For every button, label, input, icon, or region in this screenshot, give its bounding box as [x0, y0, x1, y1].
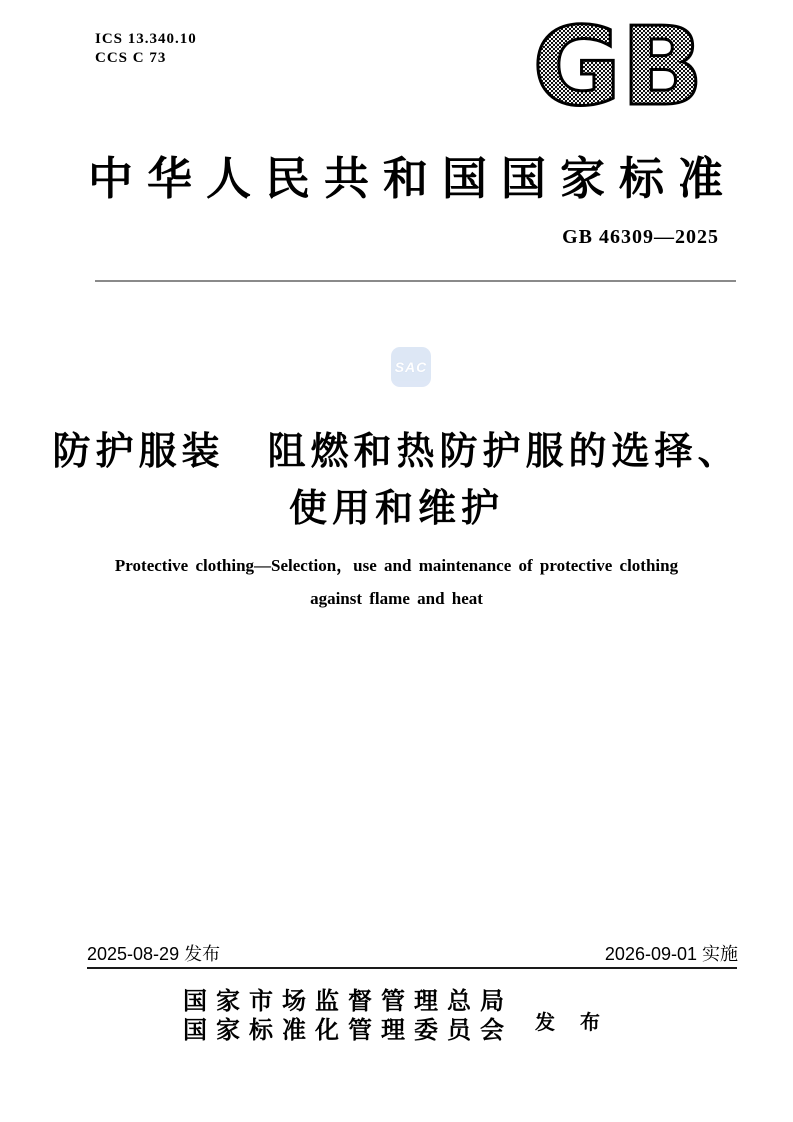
document-title-cn [0, 424, 793, 538]
document-title-en-line2: against flame and heat [310, 589, 483, 608]
issuer-line1: 国家市场监督管理总局 [183, 989, 513, 1015]
issuer-names [183, 988, 513, 1046]
publish-label: 发 布 [535, 1011, 610, 1034]
implementation-date: 2026-09-01 实施 [604, 944, 738, 964]
issue-date: 2025-08-29 发布 [87, 944, 221, 964]
gb-logo-text: GB [532, 14, 704, 118]
sac-watermark [391, 347, 431, 387]
document-title-en [0, 549, 793, 615]
ics-code: ICS 13.340.10 [95, 31, 197, 47]
document-title-en-line1: Protective clothing—Selection，use and maintenance of protective clothing [114, 556, 679, 575]
national-standard-title: 中华人民共和国国家标准 [88, 154, 738, 204]
issuer-block [0, 988, 793, 1046]
header-divider [95, 280, 736, 282]
dates-row [87, 940, 738, 966]
gb-logo [523, 14, 713, 118]
standard-number: GB 46309—2025 [562, 226, 719, 248]
document-title-cn-line1: 防护服装 阻燃和热防护服的选择、 [52, 431, 741, 473]
ccs-code: CCS C 73 [95, 50, 167, 66]
document-title-cn-line2: 使用和维护 [288, 488, 504, 530]
footer-divider [87, 967, 737, 969]
sac-watermark-text: SAC [394, 359, 428, 375]
issuer-line2: 国家标准化管理委员会 [183, 1018, 513, 1044]
classification-codes [95, 30, 197, 68]
